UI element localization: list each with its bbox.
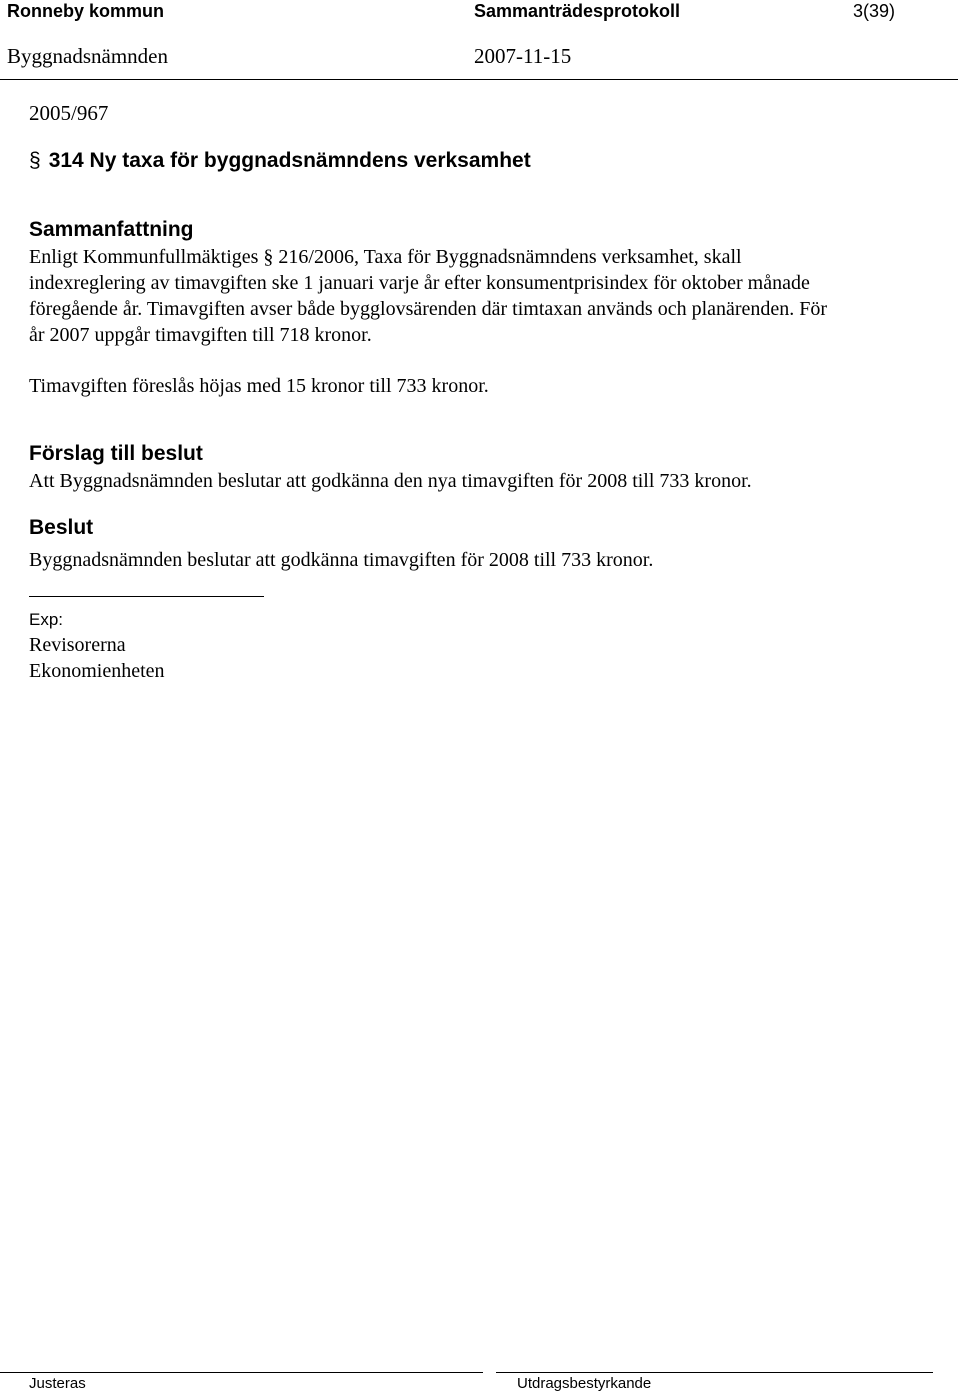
summary-line: Timavgiften föreslås höjas med 15 kronor till 733 kronor. xyxy=(29,375,489,397)
summary-line: indexreglering av timavgiften ske 1 januari varje år efter konsumentprisindex för oktober månade xyxy=(29,272,810,294)
summary-line: föregående år. Timavgiften avser både bygglovsärenden där timtaxan används och planärenden. För xyxy=(29,298,828,320)
summary-heading: Sammanfattning xyxy=(29,218,194,241)
justeras-signature-line xyxy=(0,1372,483,1373)
decision-text: Byggnadsnämnden beslutar att godkänna timavgiften för 2008 till 733 kronor. xyxy=(29,549,654,571)
distribution-recipient: Revisorerna xyxy=(29,634,126,656)
distribution-label: Exp: xyxy=(29,610,64,629)
committee-name: Byggnadsnämnden xyxy=(7,44,168,68)
justeras-label: Justeras xyxy=(29,1375,86,1392)
distribution-divider xyxy=(29,596,264,597)
utdrag-signature-line xyxy=(496,1372,933,1373)
organization-name: Ronneby kommun xyxy=(7,1,165,21)
page-number: 3(39) xyxy=(853,1,896,21)
section-sign-icon: § xyxy=(29,149,41,172)
summary-line: Enligt Kommunfullmäktiges § 216/2006, Taxa för Byggnadsnämndens verksamhet, skall xyxy=(29,246,742,268)
summary-line: år 2007 uppgår timavgiften till 718 kronor. xyxy=(29,324,372,346)
paragraph-title-text: 314 Ny taxa för byggnadsnämndens verksamhet xyxy=(48,149,531,172)
proposal-text: Att Byggnadsnämnden beslutar att godkänna den nya timavgiften för 2008 till 733 kronor. xyxy=(29,470,752,492)
decision-heading: Beslut xyxy=(29,516,94,539)
header-divider xyxy=(0,79,958,80)
case-number: 2005/967 xyxy=(29,101,109,125)
utdragsbestyrkande-label: Utdragsbestyrkande xyxy=(517,1375,652,1392)
document-type: Sammanträdesprotokoll xyxy=(474,1,681,21)
distribution-recipient: Ekonomienheten xyxy=(29,660,165,682)
meeting-date: 2007-11-15 xyxy=(474,44,572,68)
paragraph-title xyxy=(29,149,531,173)
proposal-heading: Förslag till beslut xyxy=(29,442,203,465)
